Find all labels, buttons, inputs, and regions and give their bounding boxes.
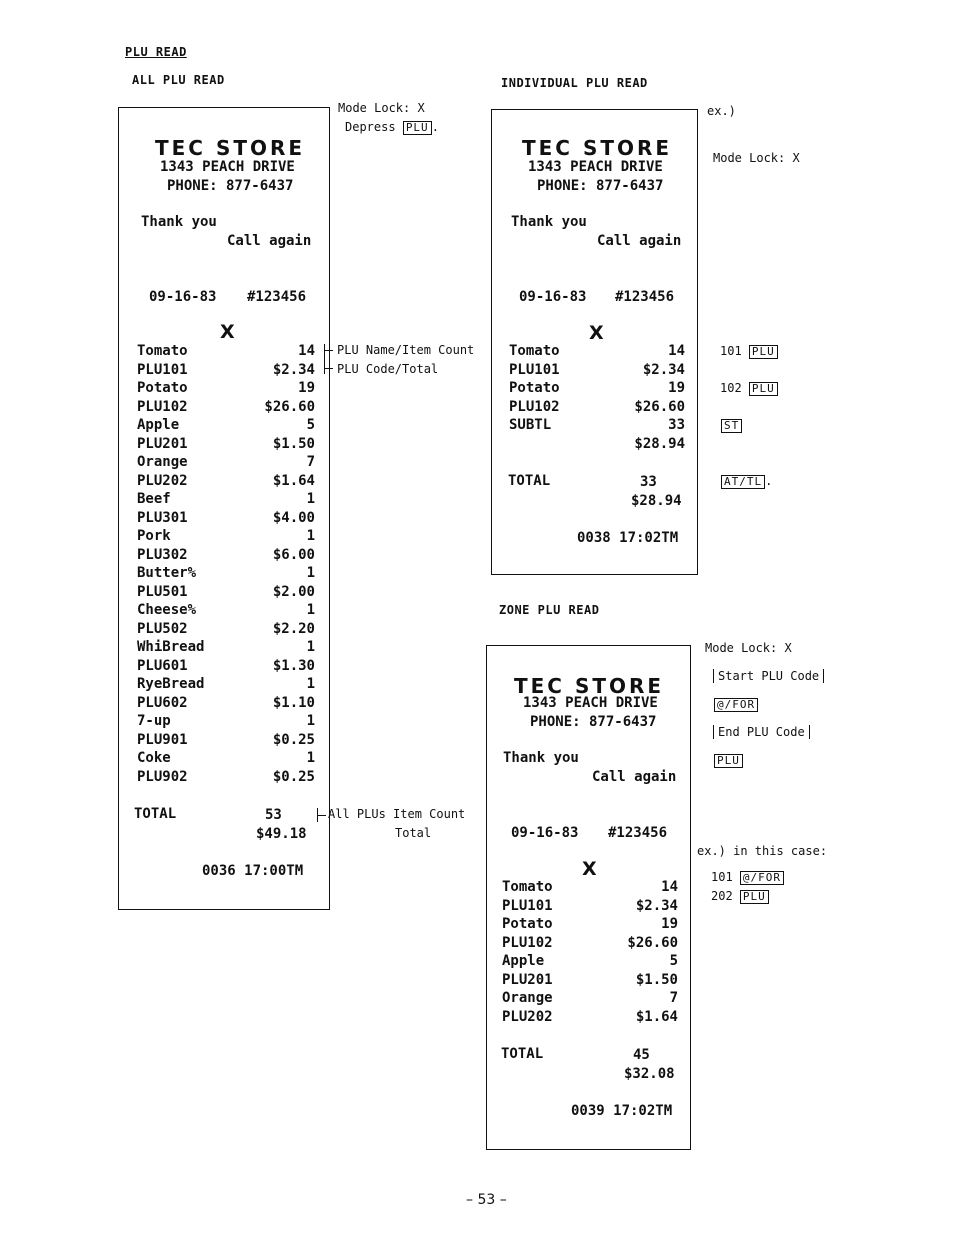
at-tl-key: AT/TL	[721, 475, 765, 489]
line-item-value: $1.10	[272, 694, 315, 711]
line-item-label: Tomato	[137, 343, 188, 359]
line-item-value: 14	[298, 343, 315, 359]
total-amount: $28.94	[631, 493, 682, 509]
line-item-label: Potato	[509, 380, 560, 396]
mode-lock-note: Mode Lock: X	[338, 101, 425, 115]
line-item-label: WhiBread	[137, 639, 205, 655]
total-count: 45	[633, 1047, 650, 1063]
line-item-value: $2.34	[642, 361, 685, 378]
annotation-leader	[324, 350, 333, 351]
line-item-value: 14	[661, 879, 678, 895]
total-label: TOTAL	[508, 473, 551, 489]
line-item-value: 1	[306, 750, 315, 766]
receipt-footer: 0038 17:02TM	[577, 530, 679, 546]
for-key-step	[714, 697, 758, 712]
all-plus-count-note: All PLUs Item Count	[328, 807, 466, 821]
line-item-value: 19	[298, 380, 315, 396]
plu-key: PLU	[749, 345, 778, 359]
depress-note	[345, 120, 439, 135]
line-item-label: PLU102	[137, 398, 188, 415]
line-item-value: $1.30	[272, 657, 315, 674]
store-name: TEC STORE	[522, 136, 673, 160]
mode-lock-note: Mode Lock: X	[705, 641, 792, 655]
x-mode-mark: X	[220, 321, 235, 343]
annotation-bracket	[324, 344, 325, 374]
receipt-date: 09-16-83	[519, 289, 587, 305]
step-total	[721, 474, 772, 489]
thank-you-text: Thank you	[503, 750, 579, 766]
heading-individual-plu-read: INDIVIDUAL PLU READ	[501, 76, 648, 90]
step-period: .	[765, 474, 773, 488]
plu-name-count-note: PLU Name/Item Count	[337, 343, 475, 357]
annotation-leader	[324, 368, 333, 369]
mode-lock-note: Mode Lock: X	[713, 151, 800, 165]
example-end	[711, 889, 769, 904]
line-item-label: PLU901	[137, 731, 188, 748]
call-again-text: Call again	[227, 233, 312, 249]
total-label: TOTAL	[134, 806, 177, 822]
receipt-date: 09-16-83	[511, 825, 579, 841]
line-item-value: $2.34	[635, 897, 678, 914]
line-item-label: Tomato	[509, 343, 560, 359]
line-item-value: 7	[669, 990, 678, 1006]
plu-number: 101	[711, 870, 733, 884]
store-phone: PHONE: 877-6437	[537, 178, 664, 194]
line-item-label: PLU202	[502, 1008, 553, 1025]
store-address: 1343 PEACH DRIVE	[528, 159, 663, 175]
page-number: – 53 –	[466, 1192, 507, 1208]
annotation-leader	[317, 815, 326, 816]
call-again-text: Call again	[592, 769, 677, 785]
line-item-label: RyeBread	[137, 676, 205, 692]
total-amount: $32.08	[624, 1066, 675, 1082]
total-amount: $49.18	[256, 826, 307, 842]
total-count: 33	[640, 474, 657, 490]
line-item-label: Potato	[137, 380, 188, 396]
line-item-value: 19	[668, 380, 685, 396]
line-item-value: 33	[668, 417, 685, 433]
example-label: ex.)	[707, 104, 736, 118]
line-item-label: PLU302	[137, 546, 188, 563]
line-item-value: $4.00	[272, 509, 315, 526]
line-item-value: 1	[306, 565, 315, 581]
line-item-value: 1	[306, 713, 315, 729]
call-again-text: Call again	[597, 233, 682, 249]
store-phone: PHONE: 877-6437	[167, 178, 294, 194]
example-case-note: ex.) in this case:	[697, 844, 828, 858]
plu-key: PLU	[403, 121, 432, 135]
plu-number: 102	[720, 381, 742, 395]
line-item-value: $28.94	[634, 435, 685, 452]
store-phone: PHONE: 877-6437	[530, 714, 657, 730]
line-item-value: 1	[306, 676, 315, 692]
line-item-value: $1.50	[272, 435, 315, 452]
step-101-plu	[720, 344, 778, 359]
example-start	[711, 870, 784, 885]
at-for-key: @/FOR	[740, 871, 784, 885]
plu-key: PLU	[749, 382, 778, 396]
start-plu-code-entry: Start PLU Code	[713, 669, 824, 683]
line-item-label: 7-up	[137, 713, 171, 729]
line-item-value: $2.20	[272, 620, 315, 637]
st-key: ST	[721, 419, 742, 433]
line-item-label: PLU501	[137, 583, 188, 600]
end-plu-code	[713, 725, 810, 739]
line-item-label: PLU101	[502, 897, 553, 914]
line-item-label: Orange	[502, 990, 553, 1006]
line-item-value: 1	[306, 528, 315, 544]
line-item-value: $26.60	[627, 934, 678, 951]
plu-key-step	[714, 753, 743, 768]
total-count: 53	[265, 807, 282, 823]
line-item-label: PLU102	[509, 398, 560, 415]
line-item-label: PLU201	[502, 971, 553, 988]
line-item-label: PLU602	[137, 694, 188, 711]
plu-key: PLU	[714, 754, 743, 768]
line-item-value: $1.64	[635, 1008, 678, 1025]
total-label: TOTAL	[501, 1046, 544, 1062]
line-item-label: Butter%	[137, 565, 197, 581]
line-item-value: $6.00	[272, 546, 315, 563]
line-item-label: Apple	[137, 417, 180, 433]
line-item-label: SUBTL	[509, 417, 552, 433]
line-item-value: $26.60	[634, 398, 685, 415]
thank-you-text: Thank you	[141, 214, 217, 230]
line-item-label: PLU202	[137, 472, 188, 489]
store-name: TEC STORE	[155, 136, 306, 160]
line-item-value: 1	[306, 639, 315, 655]
line-item-label: PLU201	[137, 435, 188, 452]
line-item-label: Cheese%	[137, 602, 197, 618]
line-item-label: Potato	[502, 916, 553, 932]
annotation-bracket	[317, 808, 318, 822]
receipt-number: #123456	[608, 825, 668, 841]
line-item-label: Tomato	[502, 879, 553, 895]
plu-number: 202	[711, 889, 733, 903]
line-item-label: PLU101	[509, 361, 560, 378]
line-item-value: 14	[668, 343, 685, 359]
plu-code-total-note: PLU Code/Total	[337, 362, 439, 376]
section-title-plu-read: PLU READ	[125, 45, 187, 59]
line-item-value: 5	[669, 953, 678, 969]
start-plu-code	[713, 669, 824, 683]
step-102-plu	[720, 381, 778, 396]
receipt-footer: 0036 17:00TM	[202, 863, 304, 879]
receipt-all-plu	[118, 107, 330, 910]
end-plu-code-entry: End PLU Code	[713, 725, 810, 739]
heading-all-plu-read: ALL PLU READ	[132, 73, 225, 87]
x-mode-mark: X	[582, 858, 597, 880]
line-item-value: 1	[306, 491, 315, 507]
line-item-value: $1.64	[272, 472, 315, 489]
heading-zone-plu-read: ZONE PLU READ	[499, 603, 600, 617]
plu-number: 101	[720, 344, 742, 358]
receipt-date: 09-16-83	[149, 289, 217, 305]
thank-you-text: Thank you	[511, 214, 587, 230]
line-item-label: PLU102	[502, 934, 553, 951]
line-item-label: PLU502	[137, 620, 188, 637]
line-item-value: 7	[306, 454, 315, 470]
line-item-label: PLU301	[137, 509, 188, 526]
x-mode-mark: X	[589, 322, 604, 344]
plu-key: PLU	[740, 890, 769, 904]
store-address: 1343 PEACH DRIVE	[160, 159, 295, 175]
depress-text: Depress	[345, 120, 396, 134]
receipt-zone-plu	[486, 645, 691, 1150]
line-item-label: Coke	[137, 750, 171, 766]
receipt-individual-plu	[491, 109, 698, 575]
line-item-value: 19	[661, 916, 678, 932]
line-item-value: 5	[306, 417, 315, 433]
line-item-label: Pork	[137, 528, 171, 544]
line-item-value: 1	[306, 602, 315, 618]
line-item-label: Orange	[137, 454, 188, 470]
line-item-label: PLU902	[137, 768, 188, 785]
line-item-value: $2.00	[272, 583, 315, 600]
at-for-key: @/FOR	[714, 698, 758, 712]
line-item-value: $1.50	[635, 971, 678, 988]
line-item-label: Beef	[137, 491, 171, 507]
line-item-label: Apple	[502, 953, 545, 969]
line-item-label: PLU101	[137, 361, 188, 378]
step-subtotal	[721, 418, 742, 433]
line-item-value: $0.25	[272, 768, 315, 785]
receipt-number: #123456	[247, 289, 307, 305]
receipt-number: #123456	[615, 289, 675, 305]
line-item-value: $26.60	[264, 398, 315, 415]
depress-period: .	[431, 120, 439, 134]
line-item-label: PLU601	[137, 657, 188, 674]
store-address: 1343 PEACH DRIVE	[523, 695, 658, 711]
line-item-value: $2.34	[272, 361, 315, 378]
total-note: Total	[395, 826, 432, 840]
receipt-footer: 0039 17:02TM	[571, 1103, 673, 1119]
line-item-value: $0.25	[272, 731, 315, 748]
store-name: TEC STORE	[514, 674, 665, 698]
